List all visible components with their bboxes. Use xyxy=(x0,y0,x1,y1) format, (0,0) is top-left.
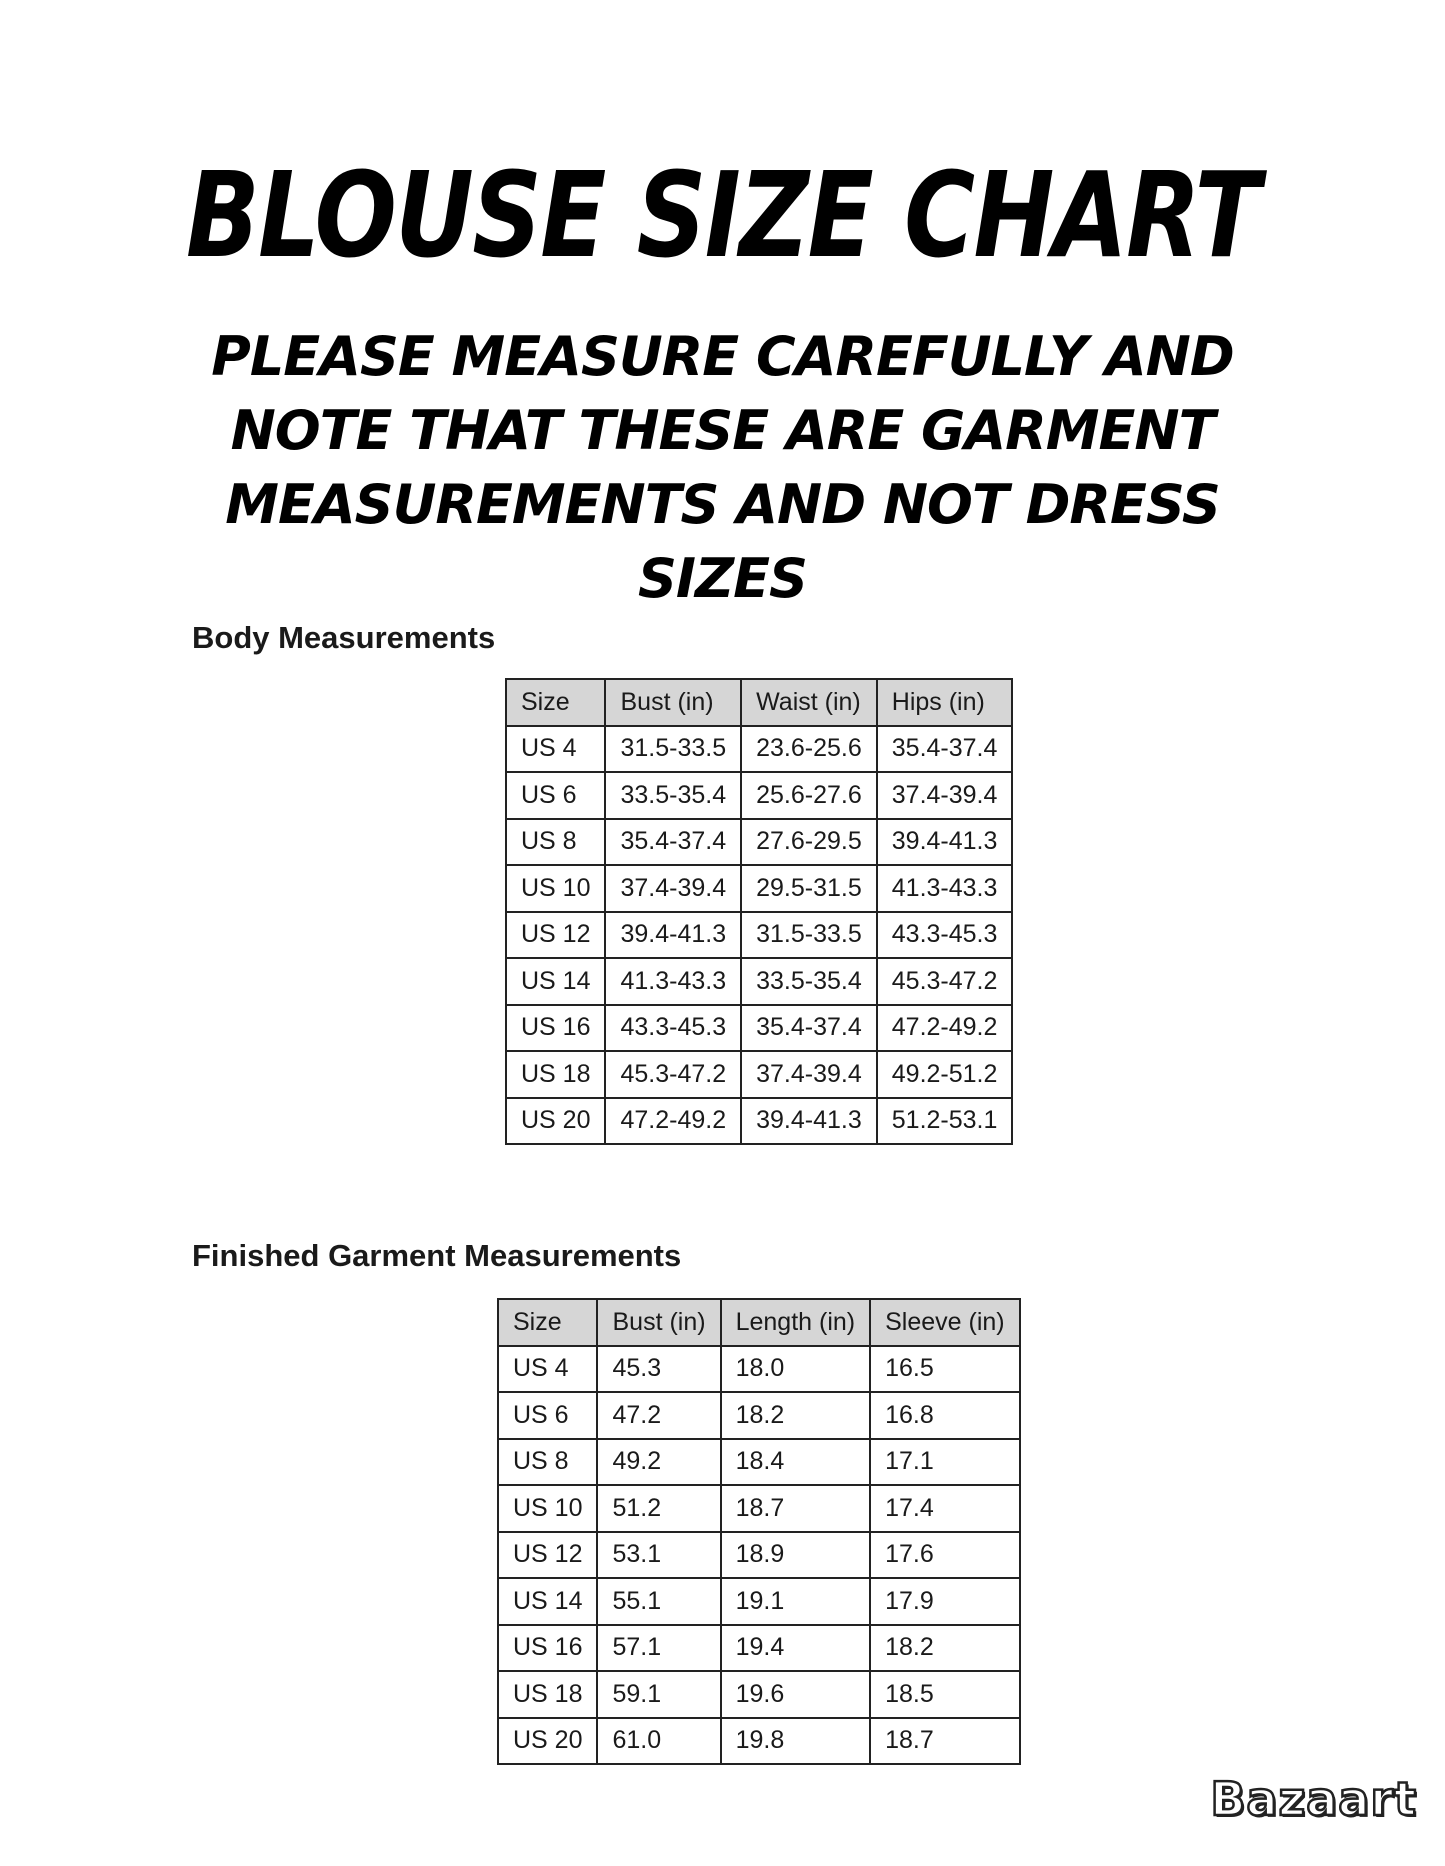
table-cell: 51.2-53.1 xyxy=(877,1098,1013,1145)
table-cell: 18.7 xyxy=(721,1485,871,1532)
table-row xyxy=(498,1671,1020,1718)
table-cell: 39.4-41.3 xyxy=(741,1098,877,1145)
body-measurements-table xyxy=(505,678,1013,1145)
table-cell: 16.8 xyxy=(870,1392,1020,1439)
table-cell: 37.4-39.4 xyxy=(877,772,1013,819)
body-measurements-heading: Body Measurements xyxy=(192,620,496,655)
table-cell: 35.4-37.4 xyxy=(741,1005,877,1052)
table-row xyxy=(506,1051,1012,1098)
page-subtitle: PLEASE MEASURE CAREFULLY AND NOTE THAT THESE ARE GARMENT MEASUREMENTS AND NOT DRESS SIZES xyxy=(211,325,1234,610)
table-row xyxy=(498,1392,1020,1439)
table-cell: US 14 xyxy=(498,1578,597,1625)
bazaart-watermark: Bazaart xyxy=(1210,1772,1417,1826)
table-cell: 19.1 xyxy=(721,1578,871,1625)
table-row xyxy=(498,1439,1020,1486)
table-cell: 43.3-45.3 xyxy=(877,912,1013,959)
table-cell: 41.3-43.3 xyxy=(877,865,1013,912)
table-row xyxy=(498,1578,1020,1625)
table-row xyxy=(506,1005,1012,1052)
table-cell: 17.9 xyxy=(870,1578,1020,1625)
table-row xyxy=(506,726,1012,773)
table-row xyxy=(498,1485,1020,1532)
table-cell: 17.1 xyxy=(870,1439,1020,1486)
table-cell: US 16 xyxy=(506,1005,605,1052)
table-row xyxy=(498,1532,1020,1579)
column-header: Bust (in) xyxy=(597,1299,720,1346)
table-cell: 45.3-47.2 xyxy=(877,958,1013,1005)
column-header: Bust (in) xyxy=(605,679,741,726)
table-cell: US 14 xyxy=(506,958,605,1005)
table-cell: US 8 xyxy=(506,819,605,866)
column-header: Size xyxy=(506,679,605,726)
table-row xyxy=(498,1346,1020,1393)
table-cell: US 6 xyxy=(506,772,605,819)
table-cell: 45.3-47.2 xyxy=(605,1051,741,1098)
table-cell: 18.7 xyxy=(870,1718,1020,1765)
table-cell: 35.4-37.4 xyxy=(877,726,1013,773)
table-cell: 31.5-33.5 xyxy=(605,726,741,773)
table-cell: 33.5-35.4 xyxy=(605,772,741,819)
table-cell: US 18 xyxy=(506,1051,605,1098)
table-cell: 33.5-35.4 xyxy=(741,958,877,1005)
table-cell: 18.5 xyxy=(870,1671,1020,1718)
table-cell: US 4 xyxy=(498,1346,597,1393)
table-cell: 39.4-41.3 xyxy=(605,912,741,959)
table-cell: US 10 xyxy=(506,865,605,912)
column-header: Sleeve (in) xyxy=(870,1299,1020,1346)
table-cell: 61.0 xyxy=(597,1718,720,1765)
table-cell: 47.2-49.2 xyxy=(605,1098,741,1145)
table-cell: 55.1 xyxy=(597,1578,720,1625)
table-cell: 47.2-49.2 xyxy=(877,1005,1013,1052)
table-row xyxy=(506,772,1012,819)
page-title: BLOUSE SIZE CHART xyxy=(185,146,1260,284)
table-cell: US 18 xyxy=(498,1671,597,1718)
table-cell: 41.3-43.3 xyxy=(605,958,741,1005)
table-cell: US 12 xyxy=(506,912,605,959)
table-cell: 45.3 xyxy=(597,1346,720,1393)
column-header: Waist (in) xyxy=(741,679,877,726)
garment-measurements-table xyxy=(497,1298,1021,1765)
table-cell: US 8 xyxy=(498,1439,597,1486)
table-cell: 17.6 xyxy=(870,1532,1020,1579)
table-cell: 23.6-25.6 xyxy=(741,726,877,773)
table-cell: 59.1 xyxy=(597,1671,720,1718)
table-cell: 18.2 xyxy=(721,1392,871,1439)
table-cell: US 12 xyxy=(498,1532,597,1579)
garment-measurements-heading: Finished Garment Measurements xyxy=(192,1238,682,1273)
table-row xyxy=(506,958,1012,1005)
column-header: Size xyxy=(498,1299,597,1346)
table-cell: 27.6-29.5 xyxy=(741,819,877,866)
table-cell: 18.2 xyxy=(870,1625,1020,1672)
table-header-row xyxy=(498,1299,1020,1346)
table-cell: 16.5 xyxy=(870,1346,1020,1393)
table-cell: 35.4-37.4 xyxy=(605,819,741,866)
column-header: Length (in) xyxy=(721,1299,871,1346)
table-cell: US 6 xyxy=(498,1392,597,1439)
table-cell: 25.6-27.6 xyxy=(741,772,877,819)
table-cell: 49.2 xyxy=(597,1439,720,1486)
table-cell: 19.8 xyxy=(721,1718,871,1765)
table-cell: US 20 xyxy=(498,1718,597,1765)
table-cell: 18.0 xyxy=(721,1346,871,1393)
table-cell: US 4 xyxy=(506,726,605,773)
column-header: Hips (in) xyxy=(877,679,1013,726)
table-row xyxy=(506,912,1012,959)
table-row xyxy=(498,1625,1020,1672)
table-cell: 47.2 xyxy=(597,1392,720,1439)
table-cell: 53.1 xyxy=(597,1532,720,1579)
table-row xyxy=(506,819,1012,866)
table-cell: 49.2-51.2 xyxy=(877,1051,1013,1098)
table-cell: 18.4 xyxy=(721,1439,871,1486)
table-cell: 17.4 xyxy=(870,1485,1020,1532)
table-cell: 43.3-45.3 xyxy=(605,1005,741,1052)
table-cell: 31.5-33.5 xyxy=(741,912,877,959)
table-cell: US 10 xyxy=(498,1485,597,1532)
table-cell: 29.5-31.5 xyxy=(741,865,877,912)
table-row xyxy=(506,865,1012,912)
table-cell: US 16 xyxy=(498,1625,597,1672)
table-cell: 51.2 xyxy=(597,1485,720,1532)
table-cell: US 20 xyxy=(506,1098,605,1145)
table-cell: 19.4 xyxy=(721,1625,871,1672)
table-row xyxy=(506,1098,1012,1145)
table-cell: 19.6 xyxy=(721,1671,871,1718)
table-cell: 37.4-39.4 xyxy=(605,865,741,912)
table-cell: 57.1 xyxy=(597,1625,720,1672)
table-row xyxy=(498,1718,1020,1765)
table-header-row xyxy=(506,679,1012,726)
table-cell: 37.4-39.4 xyxy=(741,1051,877,1098)
table-cell: 39.4-41.3 xyxy=(877,819,1013,866)
table-cell: 18.9 xyxy=(721,1532,871,1579)
